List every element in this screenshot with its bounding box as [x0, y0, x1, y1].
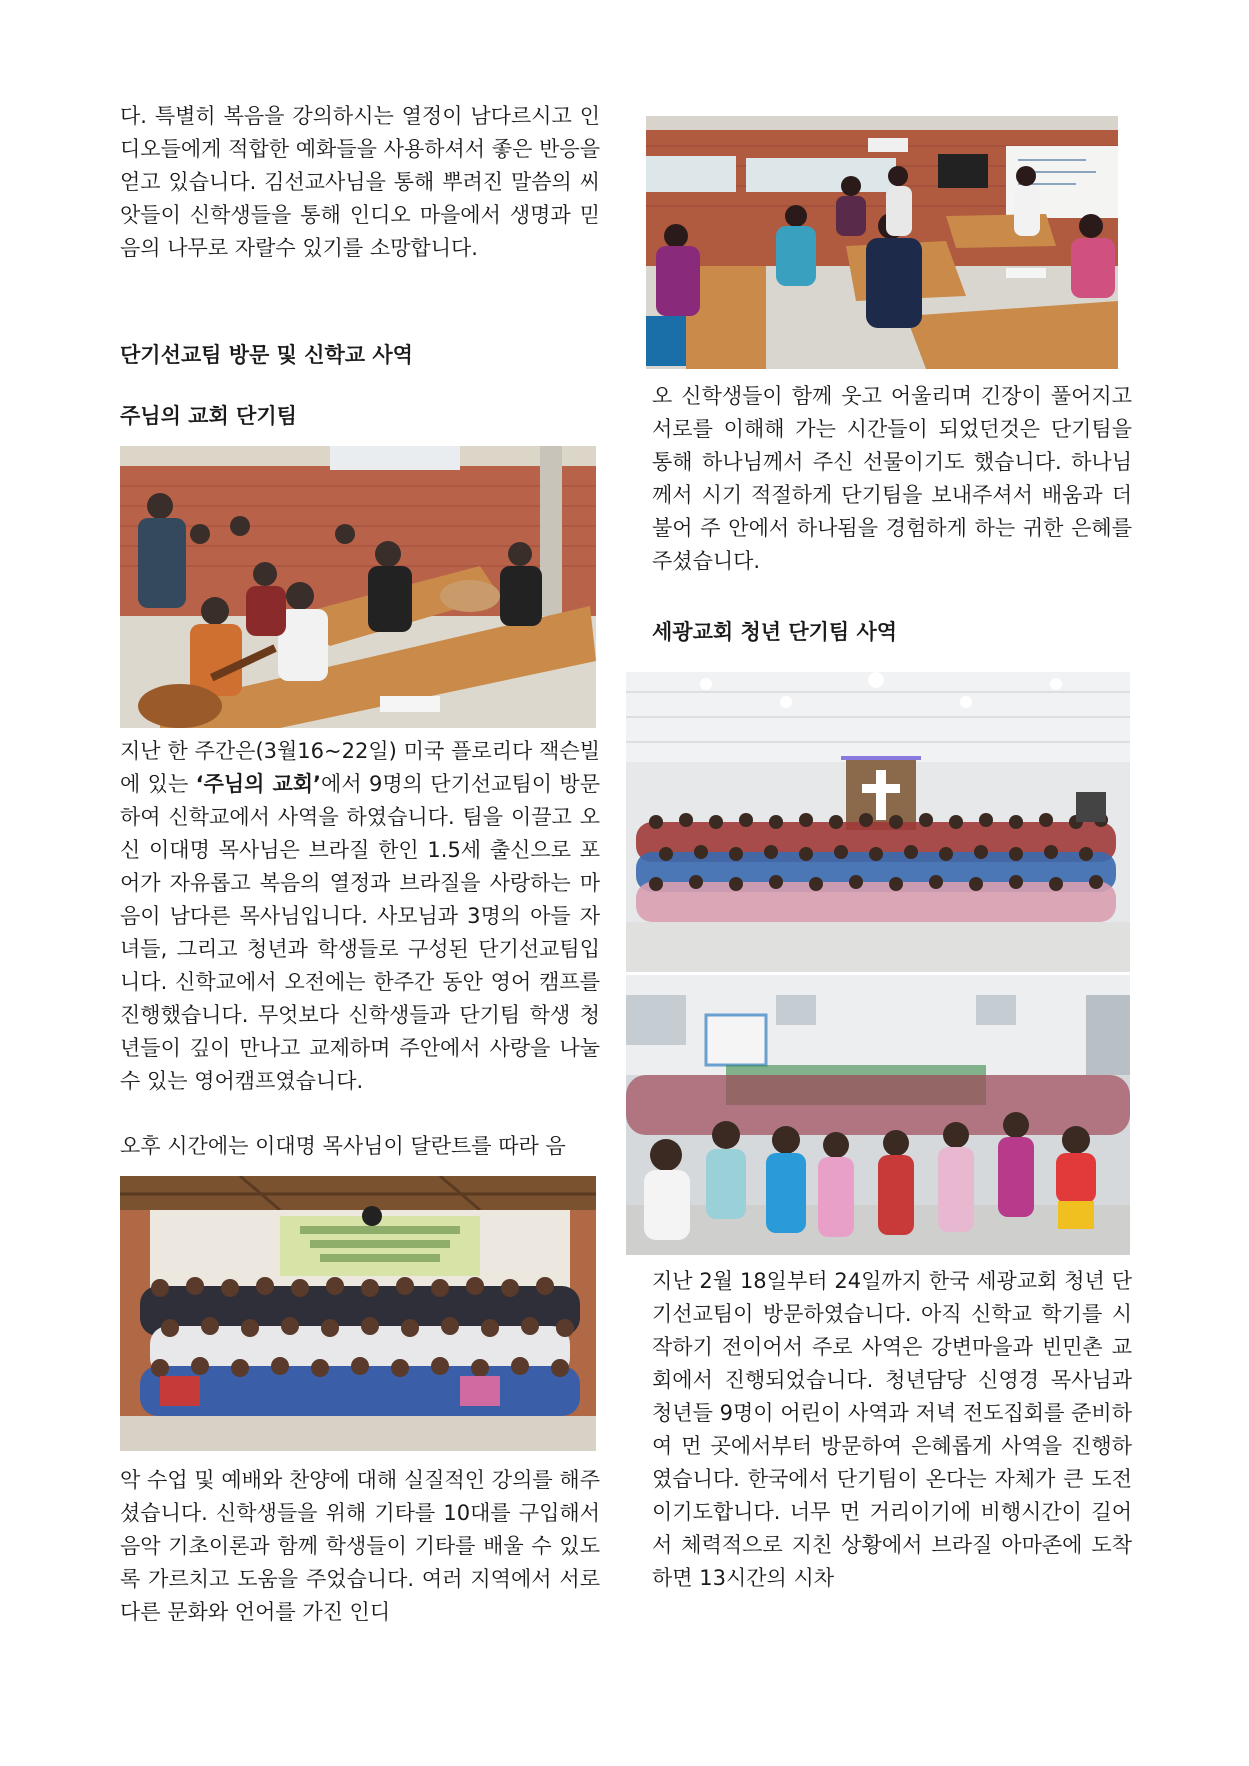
- left-paragraph-bottom: 악 수업 및 예배와 찬양에 대해 실질적인 강의를 해주셨습니다. 신학생들을 위해 기타를 10대를 구입해서 음악 기초이론과 함께 학생들이 기타를 배울 수 있도록 가르치고 도움을 주었습니다. 여러 지역에서 서로다른 문화와 언어를 가진 인디: [120, 1468, 600, 1624]
- middle-text-pre: 지난 한 주간은(3월16~22일) 미국 플로리다 잭슨빌에 있는: [120, 739, 600, 796]
- team-heading-segwang: 세광교회 청년 단기팀 사역: [652, 620, 898, 644]
- middle-text-post: 에서 9명의 단기선교팀이 방문하여 신학교에서 사역을 하였습니다. 팀을 이끌고 오신 이대명 목사님은 브라질 한인 1.5세 출신으로 포어가 자유롭고 복음의 열정과 브라질을 사랑하는 마음이 남다른 목사님입니다. 사모님과 3명의 아들 자녀들, 그리고 청년과 학생들로 구성된 단기선교팀입니다. 신학교에서 오전에는 한주간 동안 영어 캠프를 진행했습니다. 무엇보다 신학생들과 단기팀 학생 청년들이 깊이 만나고 교제하며 주안에서 사랑을 나눌수 있는 영어캠프였습니다.: [120, 772, 600, 1093]
- church-group-photo: [626, 672, 1130, 972]
- left-paragraph-top: 다. 특별히 복음을 강의하시는 열정이 남다르시고 인디오들에게 적합한 예화들을 사용하셔서 좋은 반응을 얻고 있습니다. 김선교사님을 통해 뿌려진 말씀의 씨앗들이 신학생들을 통해 인디오 마을에서 생명과 믿음의 나무로 자랄수 있기를 소망합니다.: [120, 104, 600, 260]
- left-paragraph-last-line: 오후 시간에는 이대명 목사님이 달란트를 따라 음: [120, 1134, 566, 1158]
- children-dancing-photo: [626, 975, 1130, 1255]
- classroom-whiteboard-photo: [646, 116, 1118, 369]
- classroom-guitar-photo: [120, 446, 596, 728]
- right-paragraph-bottom: 지난 2월 18일부터 24일까지 한국 세광교회 청년 단기선교팀이 방문하였습니다. 아직 신학교 학기를 시작하기 전이어서 주로 사역은 강변마을과 빈민촌 교회에서 진행되었습니다. 청년담당 신영경 목사님과 청년들 9명이 어린이 사역과 저녁 전도집회를 준비하여 먼 곳에서부터 방문하여 은혜롭게 사역을 진행하였습니다. 한국에서 단기팀이 온다는 자체가 큰 도전이기도합니다. 너무 먼 거리이기에 비행시간이 길어서 체력적으로 지친 상황에서 브라질 아마존에 도착하면 13시간의 시차: [652, 1269, 1132, 1590]
- right-paragraph-top: 오 신학생들이 함께 웃고 어울리며 긴장이 풀어지고 서로를 이해해 가는 시간들이 되었던것은 단기팀을 통해 하나님께서 주신 선물이기도 했습니다. 하나님께서 시기 적절하게 단기팀을 보내주셔서 배움과 더불어 주 안에서 하나됨을 경험하게 하는 귀한 은혜를 주셨습니다.: [652, 384, 1132, 573]
- church-name-bold: ‘주님의 교회’: [195, 772, 322, 796]
- group-photo-banner: [120, 1176, 596, 1451]
- team-heading-jusim: 주님의 교회 단기팀: [120, 404, 297, 428]
- left-paragraph-middle: [120, 735, 600, 1098]
- section-heading: 단기선교팀 방문 및 신학교 사역: [120, 343, 413, 367]
